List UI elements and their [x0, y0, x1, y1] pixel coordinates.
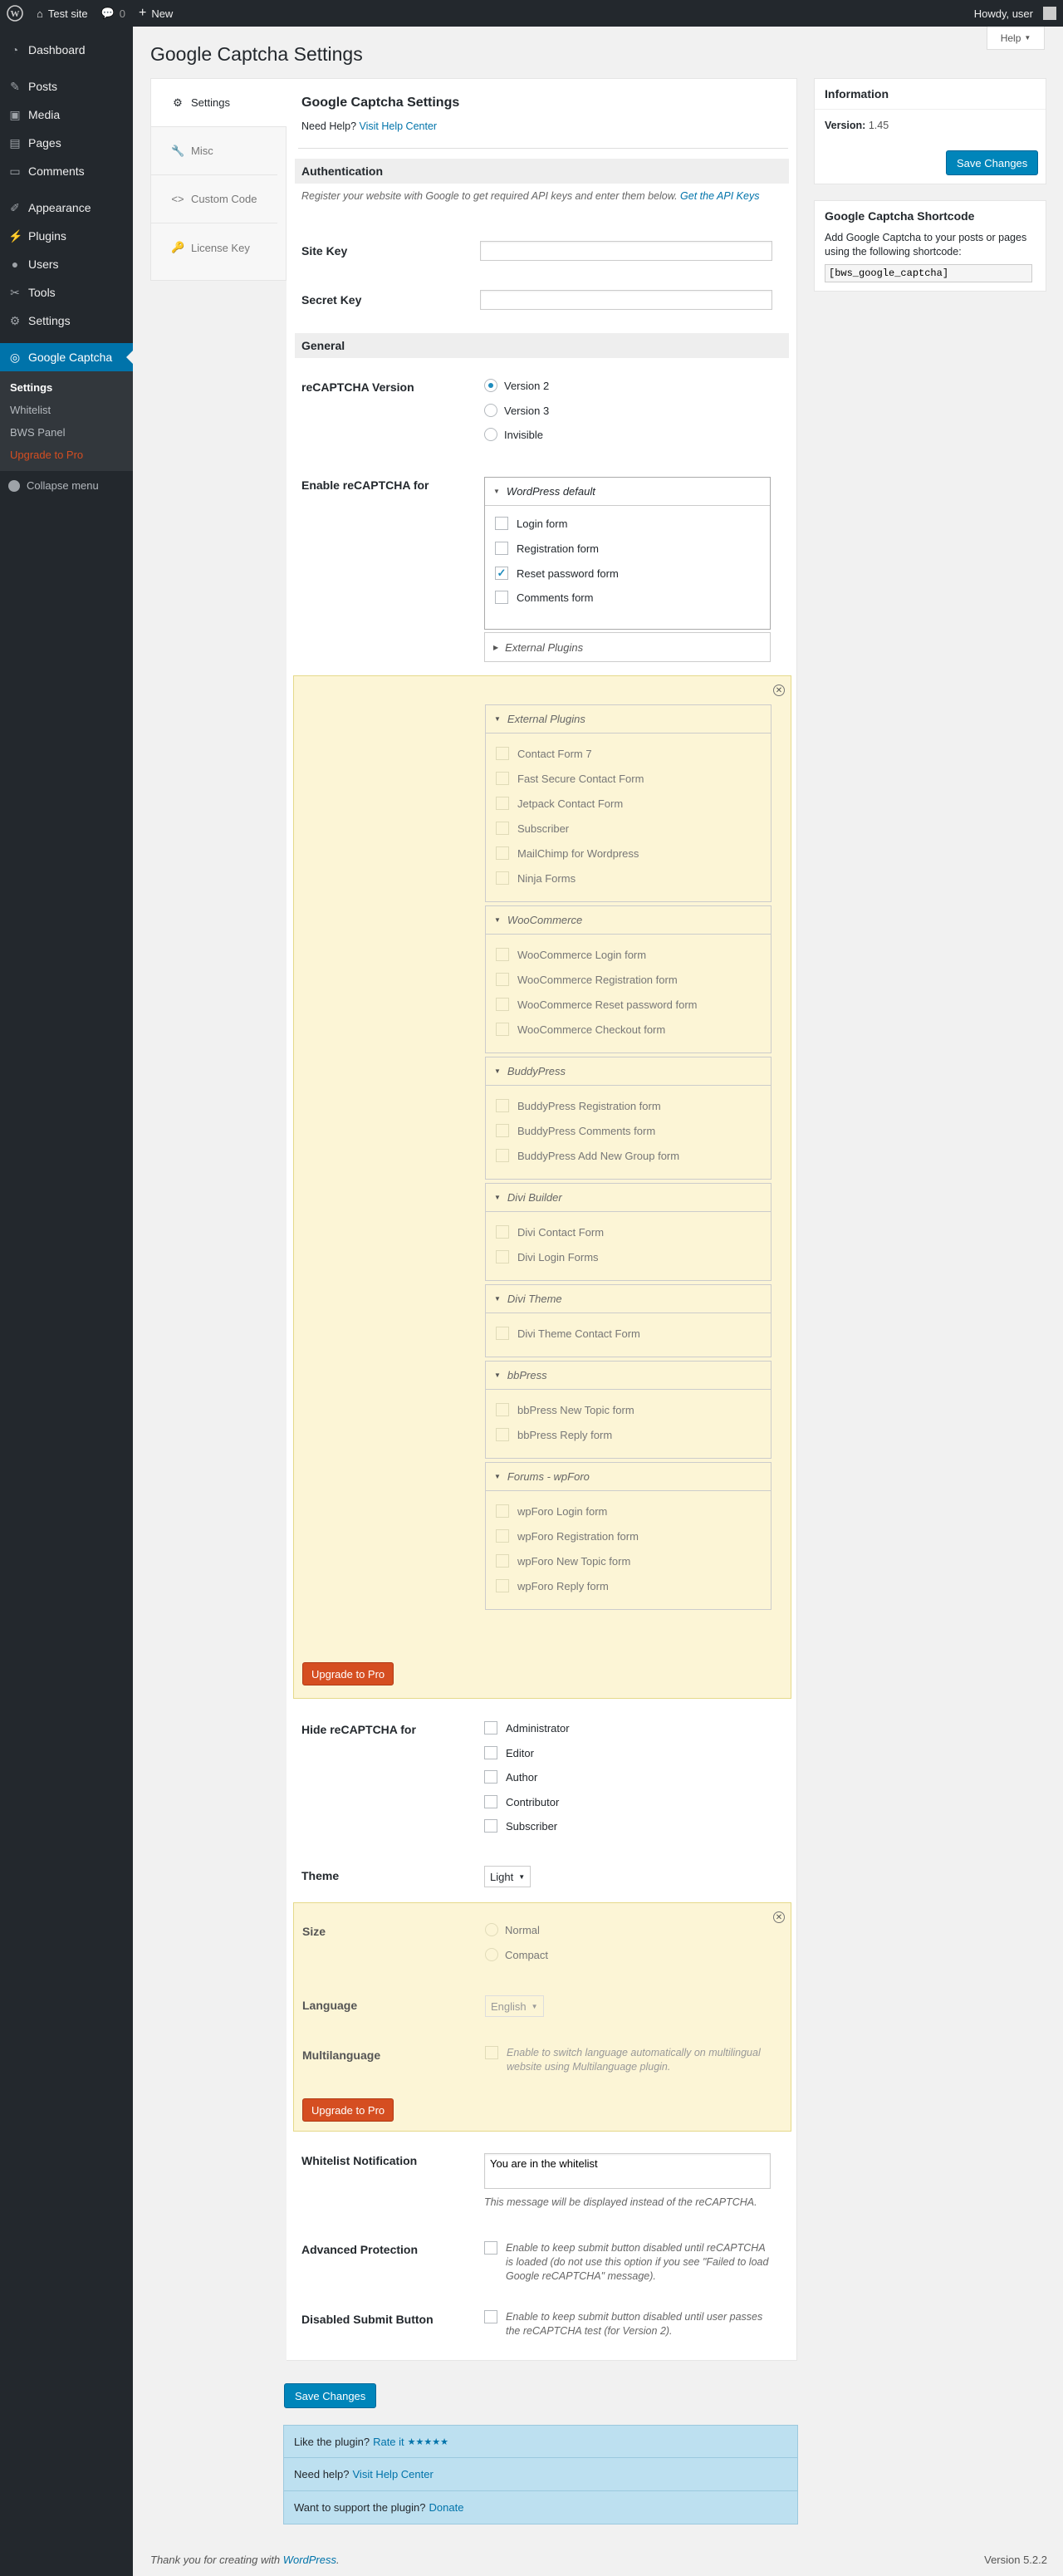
caret-down-icon: ▼ [493, 488, 500, 495]
pro-form-checkbox [496, 1023, 665, 1036]
checkbox-label: WooCommerce Reset password form [517, 998, 698, 1011]
checkbox-disabled [496, 772, 509, 785]
group-title: Forums - wpForo [507, 1470, 590, 1483]
pro-form-checkbox [496, 1124, 655, 1137]
google-captcha-submenu [0, 371, 133, 471]
wordpress-logo-icon[interactable] [0, 0, 30, 27]
checkbox-disabled [496, 1529, 509, 1543]
group-title: Divi Builder [507, 1191, 562, 1204]
checkbox-label: BuddyPress Add New Group form [517, 1149, 680, 1162]
comments-form-checkbox[interactable] [495, 591, 593, 604]
help-tab-button[interactable] [987, 27, 1045, 50]
checkbox-disabled [496, 871, 509, 885]
checkbox-disabled [496, 1327, 509, 1340]
pro-group [485, 1462, 772, 1610]
pro-form-checkbox [496, 1250, 599, 1263]
wrench-icon: ✂ [10, 285, 20, 299]
user-icon: ● [11, 258, 19, 271]
checkbox-disabled [496, 822, 509, 835]
code-icon: <> [171, 193, 184, 205]
radio-checked [484, 379, 497, 392]
checkbox-disabled [485, 2046, 498, 2059]
visit-help-center-link[interactable]: Visit Help Center [359, 120, 438, 132]
authentication-section-head: Authentication [295, 159, 789, 184]
pro-group-head[interactable] [486, 1184, 771, 1212]
pro-form-checkbox [496, 1554, 630, 1568]
plugin-notices [283, 2425, 798, 2524]
support-label: Want to support the plugin? [294, 2501, 426, 2514]
role-editor-checkbox[interactable] [484, 1746, 534, 1759]
checkbox-label: wpForo New Topic form [517, 1554, 631, 1568]
size-label: Size [302, 1925, 326, 1938]
checkbox-box [495, 517, 508, 530]
checkbox-disabled [496, 1554, 509, 1568]
version-value: 1.45 [868, 120, 889, 131]
role-subscriber-checkbox[interactable] [484, 1819, 557, 1833]
sidebar-item-label: Users [28, 258, 59, 271]
key-icon: 🔑 [171, 241, 185, 253]
pro-form-checkbox [496, 822, 569, 835]
dashboard-icon: ◔ [11, 43, 19, 56]
checkbox-label: Divi Contact Form [517, 1225, 605, 1239]
footer-thanks: Thank you for creating with WordPress. [150, 2554, 340, 2566]
external-plugins-head [485, 633, 770, 661]
pro-group-head[interactable] [486, 705, 771, 734]
thanks-label: Thank you for creating with [150, 2554, 281, 2566]
pro-form-checkbox [496, 973, 678, 986]
theme-select[interactable] [484, 1866, 531, 1887]
sidebar-item-posts[interactable] [0, 72, 133, 101]
whitelist-notification-label: Whitelist Notification [301, 2154, 418, 2167]
checkbox-label: Fast Secure Contact Form [517, 772, 644, 785]
checkbox-label: wpForo Reply form [517, 1579, 609, 1592]
checkbox-label: BuddyPress Registration form [517, 1099, 661, 1112]
size-compact-radio [485, 1948, 548, 1961]
howdy-label: Howdy, user [973, 7, 1033, 20]
radio-disabled [485, 1923, 498, 1936]
pro-group [485, 1284, 772, 1357]
home-icon: ⌂ [37, 7, 43, 20]
shortcode-input[interactable] [825, 264, 1032, 282]
checkbox-disabled [496, 948, 509, 961]
secret-key-input[interactable] [480, 290, 772, 310]
checkbox-disabled [496, 1504, 509, 1518]
checkbox-disabled [496, 1124, 509, 1137]
wordpress-link[interactable]: WordPress [282, 2554, 336, 2566]
pro-group [485, 1057, 772, 1180]
caret-down-icon: ▼ [494, 1067, 501, 1075]
checkbox-label: bbPress New Topic form [517, 1403, 634, 1416]
pro-form-checkbox [496, 948, 646, 961]
sidebar-item-label: Plugins [28, 229, 66, 243]
multilanguage-note: Enable to switch language automatically on multilingual website using Multilanguage plugin. [507, 2047, 761, 2073]
comment-icon: ▭ [9, 164, 21, 178]
checkbox-disabled [496, 998, 509, 1011]
checkbox-disabled [496, 1149, 509, 1162]
page-title: Google Captcha Settings [150, 43, 363, 65]
plus-icon: + [138, 6, 147, 20]
admin-bar [0, 0, 1063, 27]
login-form-checkbox[interactable] [495, 517, 567, 530]
checkbox-disabled [496, 846, 509, 860]
sidebar-item-label: Dashboard [28, 43, 86, 56]
caret-down-icon: ▼ [494, 916, 501, 924]
enable-recaptcha-label: Enable reCAPTCHA for [301, 478, 429, 492]
checkbox-label: Contact Form 7 [517, 747, 592, 760]
pro-form-checkbox [496, 1529, 639, 1543]
caret-down-icon: ▼ [494, 1473, 501, 1480]
divider [298, 148, 788, 149]
whitelist-note: This message will be displayed instead of the reCAPTCHA. [484, 2196, 757, 2208]
checkbox-label: wpForo Login form [517, 1504, 608, 1518]
sidebar-item-google-captcha[interactable] [0, 343, 133, 371]
close-icon[interactable]: ✕ [773, 684, 785, 696]
language-label: Language [302, 1999, 358, 2012]
multilanguage-label: Multilanguage [302, 2049, 381, 2062]
star-icons: ★★★★★ [407, 2436, 448, 2447]
captcha-icon: ◎ [9, 350, 21, 364]
radio-disabled [485, 1948, 498, 1961]
group-title: WooCommerce [507, 914, 583, 926]
settings-title: Google Captcha Settings [301, 96, 460, 110]
checkbox-label: BuddyPress Comments form [517, 1124, 656, 1137]
checkbox-box [484, 1770, 497, 1784]
auth-note [301, 189, 787, 204]
shortcode-desc: Add Google Captcha to your posts or pages using the following shortcode: [825, 232, 1027, 258]
sidebar-item-label: Settings [28, 314, 71, 327]
checkbox-label: WooCommerce Registration form [517, 973, 678, 986]
new-content-link[interactable] [132, 0, 179, 27]
checkbox-box [484, 2241, 497, 2255]
group-title: bbPress [507, 1369, 547, 1381]
admin-sidebar [0, 27, 133, 2576]
collapse-icon [8, 480, 20, 492]
checkbox-label: Administrator [506, 1721, 570, 1735]
radio-label: Compact [505, 1948, 549, 1961]
caret-down-icon: ▼ [494, 1371, 501, 1379]
registration-form-checkbox[interactable] [495, 542, 599, 555]
wordpress-default-head[interactable] [485, 478, 770, 506]
role-contributor-checkbox[interactable] [484, 1795, 559, 1808]
settings-tabs [150, 78, 287, 281]
recaptcha-version-label: reCAPTCHA Version [301, 380, 414, 394]
donate-link[interactable]: Donate [429, 2501, 464, 2514]
shortcode-title: Google Captcha Shortcode [825, 209, 975, 223]
theme-label: Theme [301, 1869, 340, 1882]
footer-version: Version 5.2.2 [984, 2554, 1047, 2566]
upgrade-to-pro-button[interactable]: Upgrade to Pro [302, 1662, 394, 1685]
caret-right-icon: ▶ [493, 643, 499, 651]
site-key-input[interactable] [480, 241, 772, 261]
checkbox-box [495, 542, 508, 555]
checkbox-label: WooCommerce Checkout form [517, 1023, 666, 1036]
svg-text:W: W [10, 9, 20, 19]
pro-form-checkbox [496, 1327, 640, 1340]
sidebar-item-settings[interactable] [0, 307, 133, 335]
checkbox-box [484, 1721, 497, 1735]
checkbox-label: Registration form [517, 542, 599, 555]
select-value: Light [490, 1870, 514, 1883]
need-help-label: Need help? [294, 2468, 350, 2480]
need-help-label: Need Help? [301, 120, 357, 132]
checkmark-icon: ✓ [495, 567, 508, 580]
admin-footer [150, 2554, 1047, 2566]
pro-form-checkbox [496, 998, 698, 1011]
radio-unchecked [484, 404, 497, 417]
pro-form-checkbox [496, 1149, 679, 1162]
advanced-protection-label: Advanced Protection [301, 2243, 419, 2256]
wordpress-default-group [484, 477, 771, 630]
general-section-head: General [295, 333, 789, 358]
caret-down-icon: ▼ [494, 1295, 501, 1303]
sidebar-item-appearance[interactable] [0, 194, 133, 222]
sidebar-item-label: Posts [28, 80, 58, 93]
tab-misc[interactable] [151, 127, 277, 175]
tab-license-key[interactable] [151, 223, 277, 272]
checkbox-box [484, 1819, 497, 1833]
checkbox-disabled [496, 797, 509, 810]
rate-notice [283, 2425, 798, 2458]
pro-form-checkbox [496, 1225, 604, 1239]
version-2-radio[interactable] [484, 379, 549, 392]
language-select [485, 1995, 544, 2017]
group-title: External Plugins [505, 640, 584, 654]
help-notice [283, 2458, 798, 2491]
pro-group-head[interactable] [486, 1057, 771, 1086]
pro-group-head[interactable] [486, 1362, 771, 1390]
media-icon: ▣ [9, 107, 21, 121]
whitelist-notification-textarea[interactable] [484, 2153, 771, 2189]
tab-label: License Key [191, 241, 250, 254]
sidebar-item-label: Media [28, 108, 61, 121]
sidebar-item-tools[interactable] [0, 278, 133, 307]
sidebar-item-label: Google Captcha [28, 351, 113, 364]
sidebar-item-comments[interactable] [0, 157, 133, 185]
radio-label: Normal [505, 1923, 540, 1936]
checkbox-disabled [496, 973, 509, 986]
group-title: Divi Theme [507, 1293, 562, 1305]
radio-label: Invisible [504, 428, 543, 441]
disabled-submit-checkbox[interactable] [484, 2310, 771, 2338]
pro-form-checkbox [496, 1403, 634, 1416]
plug-icon: ⚡ [8, 228, 23, 243]
checkbox-label: Reset password form [517, 567, 619, 580]
select-value: English [491, 1999, 527, 2013]
upgrade-to-pro-button[interactable]: Upgrade to Pro [302, 2098, 394, 2122]
comments-count: 0 [119, 7, 125, 20]
checkbox-box [484, 1795, 497, 1808]
sidebar-item-users[interactable] [0, 250, 133, 278]
caret-down-icon: ▼ [494, 1194, 501, 1201]
sidebar-item-dashboard[interactable] [0, 36, 133, 64]
multilanguage-checkbox [485, 2046, 776, 2074]
new-label: New [151, 7, 174, 20]
checkbox-label: Jetpack Contact Form [517, 797, 624, 810]
collapse-menu-button[interactable] [0, 471, 133, 500]
checkbox-label: Editor [506, 1746, 534, 1759]
pro-group [485, 1361, 772, 1459]
pin-icon: ✎ [10, 79, 20, 93]
brush-icon: ✐ [10, 200, 20, 214]
group-title: WordPress default [506, 485, 595, 498]
advanced-protection-note: Enable to keep submit button disabled until reCAPTCHA is loaded (do not use this option if you see "Failed to load Google reCAPTCHA" message). [506, 2242, 769, 2282]
checkbox-disabled [496, 1250, 509, 1263]
caret-down-icon: ▼ [494, 715, 501, 723]
pro-group [485, 1183, 772, 1281]
checkbox-label: Comments form [517, 591, 594, 604]
checkbox-disabled [496, 1579, 509, 1592]
settings-panel [287, 78, 797, 2361]
help-tab-label: Help [1000, 32, 1021, 44]
pro-group-head[interactable] [486, 1285, 771, 1313]
role-administrator-checkbox[interactable] [484, 1721, 570, 1735]
pages-icon: ▤ [9, 135, 21, 150]
external-plugins-collapsed[interactable] [484, 632, 771, 662]
pro-group [485, 905, 772, 1053]
chevron-down-icon: ▼ [518, 1872, 526, 1881]
comments-link[interactable] [95, 0, 132, 27]
chevron-down-icon: ▼ [1024, 34, 1031, 42]
checkbox-box [495, 591, 508, 604]
submenu-item-whitelist[interactable]: Whitelist [10, 404, 51, 416]
checkbox-label: Author [506, 1770, 538, 1784]
chevron-down-icon: ▼ [531, 2002, 538, 2010]
checkbox-label: bbPress Reply form [517, 1428, 613, 1441]
avatar [1043, 7, 1056, 20]
tab-label: Custom Code [191, 193, 257, 205]
help-line [301, 120, 437, 132]
sidebar-item-pages[interactable] [0, 129, 133, 157]
group-title: External Plugins [507, 713, 585, 725]
checkbox-box [484, 2310, 497, 2323]
gear-icon: ⚙ [173, 96, 183, 109]
radio-unchecked [484, 428, 497, 441]
submenu-item-bws-panel[interactable]: BWS Panel [10, 426, 66, 439]
version-info [815, 110, 1046, 141]
checkbox-label: Subscriber [517, 822, 570, 835]
save-changes-button[interactable]: Save Changes [284, 2383, 376, 2408]
tab-label: Settings [191, 96, 230, 109]
site-name-link[interactable] [30, 0, 95, 27]
size-normal-radio [485, 1923, 540, 1936]
radio-label: Version 3 [504, 404, 550, 417]
tab-custom-code[interactable] [151, 175, 277, 223]
submenu-item-upgrade[interactable]: Upgrade to Pro [10, 449, 84, 461]
pro-form-checkbox [496, 1504, 607, 1518]
disabled-submit-note: Enable to keep submit button disabled until user passes the reCAPTCHA test (for Version 2). [506, 2311, 763, 2337]
checkbox-label: Ninja Forms [517, 871, 576, 885]
checkbox-disabled [496, 1428, 509, 1441]
checkbox-label: wpForo Registration form [517, 1529, 639, 1543]
checkbox-label: Subscriber [506, 1819, 558, 1833]
shortcode-panel [814, 200, 1046, 292]
version-3-radio[interactable] [484, 404, 549, 417]
pro-group-head[interactable] [486, 1463, 771, 1491]
checkbox-label: Contributor [506, 1795, 560, 1808]
checkbox-disabled [496, 1023, 509, 1036]
site-name-label: Test site [47, 7, 88, 20]
radio-label: Version 2 [504, 379, 550, 392]
information-title: Information [815, 79, 1046, 110]
disabled-submit-label: Disabled Submit Button [301, 2313, 434, 2326]
pro-form-checkbox [496, 1099, 661, 1112]
checkbox-disabled [496, 747, 509, 760]
visit-help-center-link[interactable]: Visit Help Center [352, 2468, 434, 2480]
close-icon[interactable]: ✕ [773, 1911, 785, 1923]
sidebar-item-plugins[interactable] [0, 222, 133, 250]
sidebar-item-label: Appearance [28, 201, 91, 214]
checkbox-disabled [496, 1099, 509, 1112]
hide-recaptcha-label: Hide reCAPTCHA for [301, 1723, 416, 1736]
wrench-icon: 🔧 [171, 144, 185, 157]
role-author-checkbox[interactable] [484, 1770, 537, 1784]
checkbox-label: Login form [517, 517, 568, 530]
pro-appearance-block [293, 1902, 791, 2132]
comment-icon: 💬 [100, 7, 115, 19]
pro-group-head[interactable] [486, 906, 771, 935]
checkbox-label: MailChimp for Wordpress [517, 846, 639, 860]
checkbox-disabled [496, 1403, 509, 1416]
donate-notice [283, 2491, 798, 2524]
settings-icon: ⚙ [9, 313, 21, 327]
like-label: Like the plugin? [294, 2435, 370, 2448]
checkbox-label: Divi Login Forms [517, 1250, 599, 1263]
sidebar-item-label: Pages [28, 136, 61, 150]
sidebar-item-media[interactable] [0, 101, 133, 129]
auth-note-text: Register your website with Google to get required API keys and enter them below. [301, 190, 678, 202]
pro-form-checkbox [496, 772, 644, 785]
secret-key-label: Secret Key [301, 293, 362, 307]
sidebar-item-label: Comments [28, 164, 85, 178]
info-save-changes-button[interactable]: Save Changes [946, 150, 1038, 175]
pro-form-checkbox [496, 846, 639, 860]
submenu-item-settings[interactable]: Settings [10, 381, 53, 394]
group-title: BuddyPress [507, 1065, 566, 1077]
sidebar-item-label: Tools [28, 286, 56, 299]
rate-link[interactable]: Rate it [373, 2435, 404, 2448]
information-panel [814, 78, 1046, 184]
checkbox-disabled [496, 1225, 509, 1239]
checkbox-box [484, 1746, 497, 1759]
checkbox-label: Divi Theme Contact Form [517, 1327, 640, 1340]
pro-form-checkbox [496, 747, 592, 760]
checkbox-label: WooCommerce Login form [517, 948, 647, 961]
pro-forms-block [293, 675, 791, 1699]
pro-group [485, 704, 772, 902]
advanced-protection-checkbox[interactable] [484, 2241, 771, 2284]
site-key-label: Site Key [301, 244, 348, 258]
tab-settings[interactable] [151, 79, 287, 127]
pro-form-checkbox [496, 797, 623, 810]
pro-form-checkbox [496, 871, 576, 885]
account-menu[interactable] [967, 0, 1063, 27]
pro-form-checkbox [496, 1428, 612, 1441]
reset-password-form-checkbox[interactable] [495, 567, 619, 580]
get-api-keys-link[interactable]: Get the API Keys [680, 190, 760, 202]
invisible-radio[interactable] [484, 428, 543, 441]
collapse-label: Collapse menu [27, 479, 99, 492]
pro-form-checkbox [496, 1579, 609, 1592]
tab-label: Misc [191, 145, 213, 157]
version-label: Version: [825, 120, 866, 131]
